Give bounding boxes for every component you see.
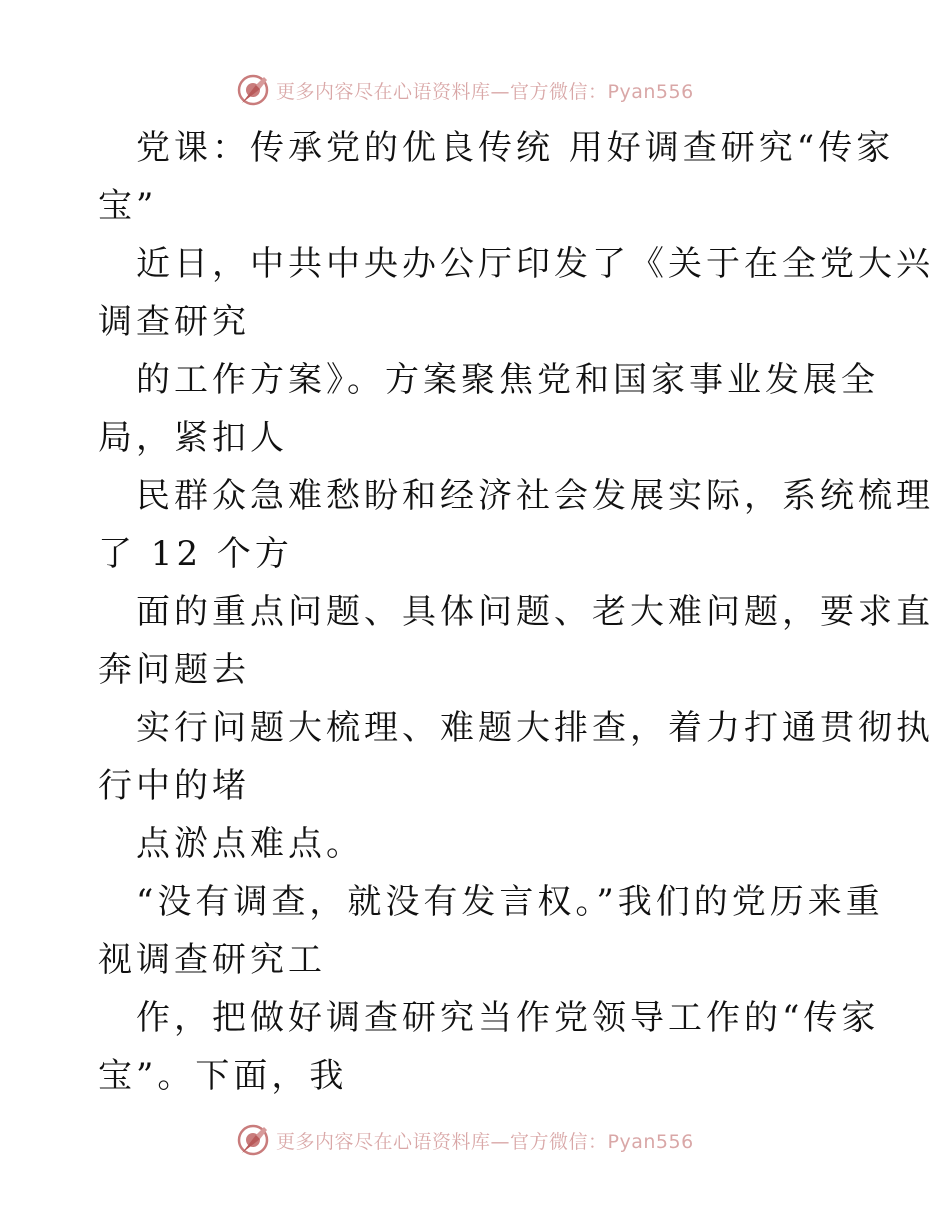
paragraph-line: 作，把做好调查研究当作党领导工作的“传家 [136, 998, 880, 1038]
watermark-text: 更多内容尽在心语资料库—官方微信：Pyan556 [276, 80, 694, 103]
paragraph-line: 实行问题大梳理、难题大排查，着力打通贯彻执 [136, 708, 934, 748]
paragraph-line: 的工作方案》。方案聚焦党和国家事业发展全 [136, 360, 879, 400]
paragraph-line: 调查研究 [98, 302, 250, 342]
paragraph-line: 民群众急难愁盼和经济社会发展实际，系统梳理 [136, 476, 934, 516]
paragraph-line: 宝”。下面，我 [98, 1056, 348, 1096]
watermark-text: 更多内容尽在心语资料库—官方微信：Pyan556 [276, 1130, 694, 1153]
title-line-1: 党课：传承党的优良传统 用好调查研究“传家 [136, 128, 895, 168]
pen-logo-icon [236, 73, 270, 107]
paragraph-line: 局，紧扣人 [98, 418, 288, 458]
pen-logo-icon [236, 1123, 270, 1157]
paragraph-line: 视调查研究工 [98, 940, 326, 980]
paragraph-line: 面的重点问题、具体问题、老大难问题，要求直 [136, 592, 934, 632]
title-line-2: 宝” [98, 186, 158, 226]
header-watermark [236, 72, 694, 108]
paragraph-line: 了 12 个方 [98, 534, 293, 574]
paragraph-line: “没有调查，就没有发言权。”我们的党历来重 [136, 882, 884, 922]
footer-watermark [236, 1122, 694, 1158]
paragraph-line: 奔问题去 [98, 650, 250, 690]
paragraph-line: 点淤点难点。 [136, 824, 364, 864]
paragraph-line: 近日，中共中央办公厅印发了《关于在全党大兴 [136, 244, 934, 284]
paragraph-line: 行中的堵 [98, 766, 250, 806]
